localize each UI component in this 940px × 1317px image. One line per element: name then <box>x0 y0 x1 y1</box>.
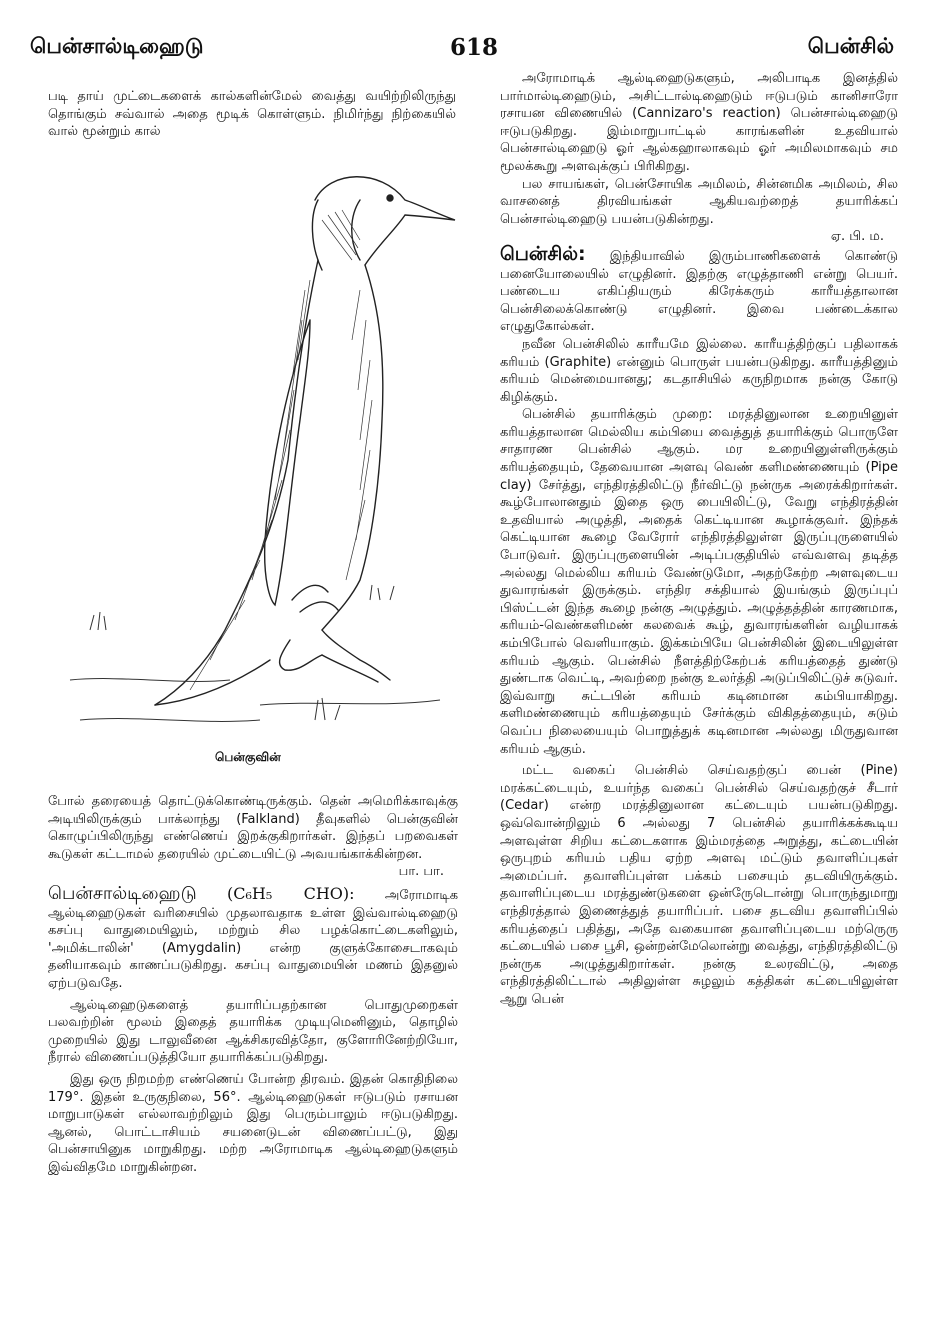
paragraph-cannizzaro: அரோமாடிக் ஆல்டிஹைடுகளும், அலிபாடிக இனத்தில் பார்மால்டிஹைடும், அசிட்டால்டிஹைடும் ஈடுபடும் கானிசாரோ ரசாயன விணையில் (Cannizaro's reaction) பென்சால்டிஹைடு ஈடுபடுகிறது. இம்மாறுபாட்டில் காரங்களின் உதவியால் பென்சால்டிஹைடு ஓர் ஆல்கஹாலாகவும் ஓர் அமிலமாகவும் சம மூலக்கூறு அளவுக்குப் பிரிகிறது. <box>500 71 898 174</box>
paragraph-graphite: நவீன பென்சிலில் காரீயமே இல்லை. காரீயத்திற்குப் பதிலாகக் கரியம் (Graphite) என்னும் பொருள் பயன்படுகிறது. காரீயத்தினும் கரியம் மென்மையானது; கடதாசியில் கருநிறமாக நன்கு கோடு கிழிக்கும். <box>500 336 898 405</box>
entry-pencil <box>500 242 898 336</box>
paragraph-uses: பல சாயங்கள், பென்சோயிக அமிலம், சின்னமிக அமிலம், சில வாசனைத் திரவியங்கள் ஆகியவற்றைத் தயாரிக்கப் பென்சால்டிஹைடு பயன்படுகின்றது. <box>500 176 898 227</box>
paragraph-preparation: ஆல்டிஹைடுகளைத் தயாரிப்பதற்கான பொதுமுறைகள் பலவற்றின் மூலம் இதைத் தயாரிக்க முடியுமெனினும், தொழில் முறையில் இது டாலுவீனை ஆக்சிகரவித்தோ, குளோரினேற்றியோ, நீரால் விணைப்படுத்தியோ தயாரிக்கப்படுகிறது. <box>48 997 458 1066</box>
entry-heading: பென்சில்: <box>500 242 586 265</box>
left-column-top <box>48 88 456 141</box>
paragraph-manufacture: பென்சில் தயாரிக்கும் முறை: மரத்தினுலான உறையினுள் கரியத்தாலான மெல்லிய கம்பியை வைத்துத் தயாரிக்கும் பொருளே சாதாரண பென்சில் ஆகும். மர உறையினுள்ளிருக்கும் கரியத்தையும், தேவையான அளவு வெண் களிமண்ணையும் (Pipe clay) சேர்த்து, எந்திரத்திலிட்டு நீர்விட்டு நன்ருக அரைக்கிறார்கள். கூழ்போலானதும் இதை ஒரு பையிலிட்டு, வேறு எந்திரத்தின் உதவியால் அழுத்தி, அதைக் கெட்டியான கூழாக்குவர். இந்தக் கெட்டியான கூழை வேரோர் எந்திரத்திலுள்ள இருப்புருளையில் போடுவர். இருப்புருளையின் அடிப்பகுதியில் எவ்வளவு தடித்த அல்லது மெல்லிய கரியம் வேண்டுமோ, அதற்கேற்ற அளவுடைய துவாரங்கள் இருக்கும். எந்திர சக்தியால் இயங்கும் இருப்புப் பிஸ்ட்டன் இந்த கூழை நன்கு அழுத்தும். அழுத்தத்தின் காரணமாக, கரியம்-வெண்களிமண் கலவைக் கூழ், துவாரங்களின் வழியாகக் கம்பிபோல் வெளியாகும். இக்கம்பியே பென்சிலின் இடையிலுள்ள கரியம் ஆகும். பென்சில் நீளத்திற்கேற்பக் கரியத்தைத் துண்டு துண்டாக வெட்டி, அவற்றை நன்கு உலர்த்தி அடுப்பிலிட்டுச் சுடுவர். இவ்வாறு சுட்டபின் கரியம் கடினமான கம்பியாகிறது. களிமண்ணையும் கரியத்தையும் சேர்க்கும் விகிதத்தையும், சுடும் வெப்ப நிலையையும் பொறுத்துக் கடினமான அல்லது மிருதுவான கரியம் ஆகும். <box>500 407 898 757</box>
figure-caption: பென்குவின் <box>215 750 281 764</box>
author-signature: பா. பா. <box>398 864 444 880</box>
paragraph-penguin-end: படி தாய் முட்டைகளைக் கால்களின்மேல் வைத்து வயிற்றிலிருந்து தொங்கும் சவ்வால் அதை மூடிக் கொள்ளும். நிமிர்ந்து நிற்கையில் வால் மூன்றும் கால் <box>48 89 456 140</box>
right-column <box>500 70 898 1008</box>
entry-intro: அரோமாடிக ஆல்டிஹைடுகள் வரிசையில் முதலாவதாக உள்ள இவ்வால்டிஹைடு கசப்பு வாதுமையிலும், மற்றும் சில பழக்கொட்டைகளிலும், 'அமிக்டாலின்' (Amygdalin) என்ற குளுக்கோசைடாகவும் தனியாகவும் காணப்படுகிறது. கசப்பு வாதுமையின் மணம் இதனுல் ஏற்படுவதே. <box>48 887 459 991</box>
paragraph-wood-casing: மட்ட வகைப் பென்சில் செய்வதற்குப் பைன் (Pine) மரக்கட்டையும், உயர்ந்த வகைப் பென்சில் செய்வதற்குச் சீடார் (Cedar) என்ற மரத்தினுலான கட்டையும் பயன்படுகிறது. ஒவ்வொன்றிலும் 6 அல்லது 7 பென்சில் தயாரிக்கக்கூடிய அளவுள்ள சிறிய கட்டைகளாக இம்மரத்தை அறுத்து, கட்டையின் ஒருபுறம் கரியம் பதிய ஏற்ற அளவு மட்டும் தவாளிப்புகள் அமைப்பர். தவாளிப்புள்ள பக்கம் பசையும் தடவியிருக்கும். தவாளிப்புடைய மரத்துண்டுகளை ஒன்ருேடொன்று பொருந்துமாறு எந்திரத்தால் இணைத்துத் தயாரிப்பர். பசை தடவிய தவாளிப்பில் கரியத்தைப் பதித்து, அதே வகையான தவாளிப்புடைய மற்ருெரு கட்டையில் பசை பூசி, ஒன்றன்மேலொன்று வைத்து, எந்திரத்திலிட்டு நன்ருக அழுத்துகிறார்கள். நன்கு உலரவிட்டு, அதை எந்திரத்திலிட்டால் அதிலுள்ள சுழலும் கத்திகள் கட்டையிலுள்ள ஆறு பென் <box>500 763 898 1007</box>
running-header-right: பென்சில் <box>807 34 894 58</box>
author-signature: ஏ. பி. ம. <box>830 229 884 245</box>
penguin-illustration <box>60 160 460 740</box>
page-number: 618 <box>450 34 499 61</box>
running-header-left: பென்சால்டிஹைடு <box>30 34 204 58</box>
entry-benzaldehyde <box>48 882 459 993</box>
left-column-bottom <box>48 793 458 1176</box>
paragraph-penguin-continuation: போல் தரையைத் தொட்டுக்கொண்டிருக்கும். தென் அமெரிக்காவுக்கு அடியிலிருக்கும் பாக்லாந்து (Falkland) தீவுகளில் பென்குவின் கொழுப்பிலிருந்து எண்ணெய் இறக்குகிறார்கள். இந்தப் பறவைகள் கூடுகள் கட்டாமல் தரையில் முட்டையிட்டு அவயங்காக்கின்றன. <box>48 794 458 862</box>
chemical-formula: (C₆H₅ CHO): <box>227 883 355 903</box>
entry-intro: இந்தியாவில் இரும்பாணிகளைக் கொண்டு பனையோலையில் எழுதினர். இதற்கு எழுத்தாணி என்று பெயர். பண்டைய எகிப்தியரும் கிரேக்கரும் காரீயத்தாலான பென்சிலைக்கொண்டு எழுதினர். இவை பண்டைக்கால எழுதுகோல்கள். <box>500 248 898 335</box>
entry-heading: பென்சால்டிஹைடு <box>48 882 197 904</box>
paragraph-properties: இது ஒரு நிறமற்ற எண்ணெய் போன்ற திரவம். இதன் கொதிநிலை 179°. இதன் உருகுநிலை, 56°. ஆல்டிஹைடுகள் ஈடுபடும் ரசாயன மாறுபாடுகள் எல்லாவற்றிலும் இது பெரும்பாலும் ஈடுபடுகிறது. ஆனல், பொட்டாசியம் சயனைடுடன் விணைப்பட்டு, இது பென்சாயினுக மாறுகிறது. மற்ற அரோமாடிக ஆல்டிஹைடுகளும் இவ்விதமே மாறுகின்றன. <box>48 1071 458 1175</box>
